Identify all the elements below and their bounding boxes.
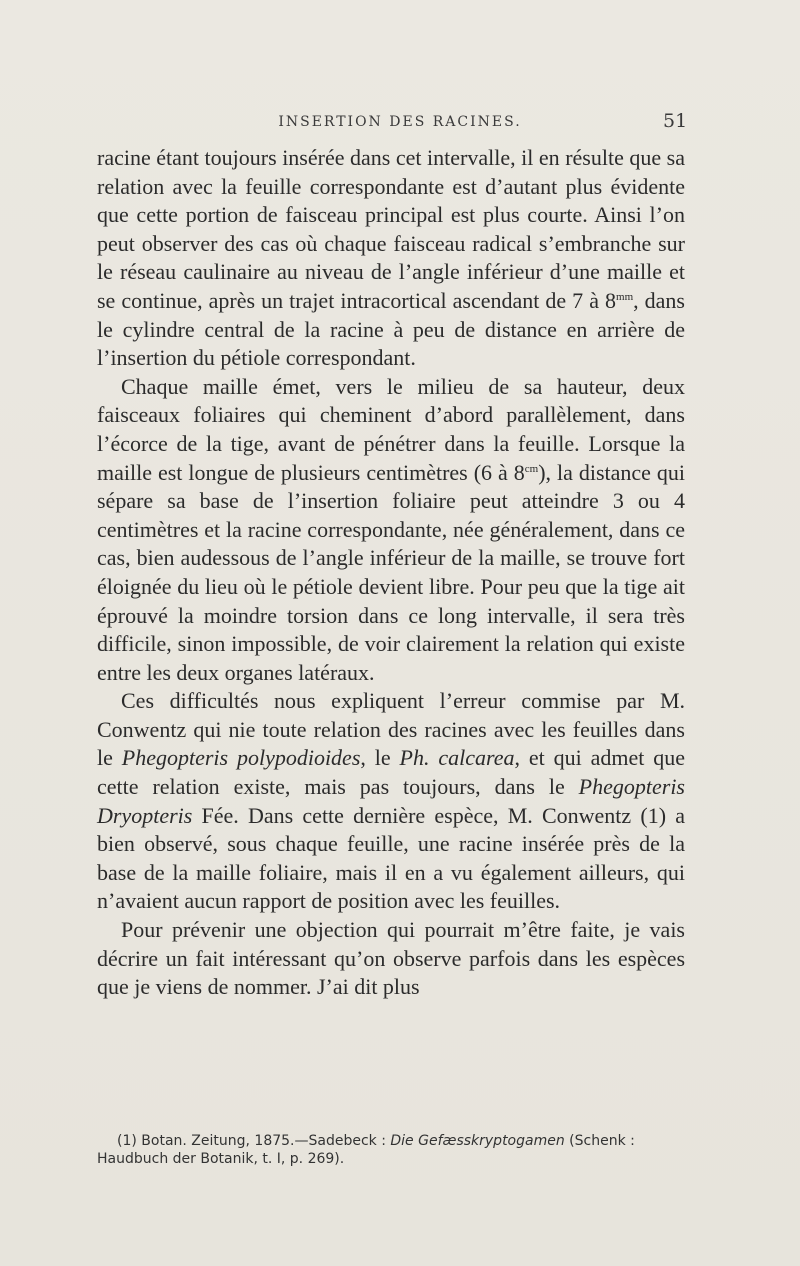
paragraph-2-text-a: Chaque maille émet, vers le milieu de sa hauteur, deux faisceaux foliaires qui cheminent d’abord parallèlement, dans l’écorce de la tige, avant de pénétrer dans la feuille. Lorsque la maille est longue de plusieurs centimètres (6 à 8: [97, 373, 685, 485]
footnote-line-2: Haudbuch der Botanik, t. I, p. 269).: [97, 1151, 345, 1167]
paragraph-2: [97, 373, 685, 688]
paragraph-1-text-a: racine étant toujours insérée dans cet intervalle, il en résulte que sa relation avec la feuille correspondante est d’autant plus évidente que cette portion de faisceau principal est plus courte. Ainsi l’on peut observer des cas où chaque faisceau radical s’embranche sur le réseau caulinaire au niveau de l’angle inférieur d’une maille et se continue, après un trajet intracortical ascendant de 7 à 8: [97, 145, 685, 313]
footnote-book-title: Die Gefæsskryptogamen: [390, 1133, 565, 1149]
species-name-2: Ph. calcarea: [399, 745, 515, 771]
paragraph-3-text-b: , le: [360, 745, 400, 771]
paragraph-3-text-a: Ces difficultés nous expliquent l’erreur commise par M. Conwentz qui nie toute relation des racines avec les feuilles dans le: [97, 688, 685, 771]
species-name-1: Phegopteris polypodioides: [121, 745, 361, 771]
paragraph-1-text-b: , dans le cylindre central de la racine à peu de distance en arrière de l’insertion du pétiole correspondant.: [97, 287, 685, 371]
footnote-text-a: (1) Botan. Zeitung, 1875.—Sadebeck :: [117, 1133, 391, 1149]
body-text: [97, 144, 685, 1002]
paragraph-3-text-d: Fée. Dans cette dernière espèce, M. Conwentz (1) a bien observé, sous chaque feuille, une racine insérée près de la base de la maille foliaire, mais il en a vu également ailleurs, qui n’avaient aucun rapport de position avec les feuilles.: [97, 802, 685, 914]
paragraph-1: [97, 144, 685, 373]
unit-superscript-mm: mm: [616, 290, 634, 303]
species-name-3: Phegopteris Dryopteris: [97, 774, 685, 828]
unit-superscript-cm: cm: [524, 462, 539, 475]
paragraph-4: Pour prévenir une objection qui pourrait m’être faite, je vais décrire un fait intéressant qu’on observe parfois dans les espèces que je viens de nommer. J’ai dit plus: [97, 917, 685, 1000]
footnote-text-b: (Schenk :: [564, 1133, 635, 1149]
paragraph-3-text-c: , et qui admet que cette relation existe, mais pas toujours, dans le: [97, 745, 685, 800]
page-number: 51: [663, 110, 688, 132]
footnote: [97, 1132, 697, 1168]
paragraph-3: [97, 687, 685, 916]
paragraph-2-text-b: ), la distance qui sépare sa base de l’insertion foliaire peut atteindre 3 ou 4 centimètres et la racine correspondante, née généralement, dans ce cas, bien audessous de l’angle inférieur de la maille, se trouve fort éloignée du lieu où le pétiole devient libre. Pour peu que la tige ait éprouvé la moindre torsion dans ce long intervalle, il sera très difficile, sinon impossible, de voir clairement la relation qui existe entre les deux organes latéraux.: [97, 459, 685, 685]
footnote-line-1: [97, 1132, 697, 1150]
running-title: INSERTION DES RACINES.: [278, 114, 522, 130]
